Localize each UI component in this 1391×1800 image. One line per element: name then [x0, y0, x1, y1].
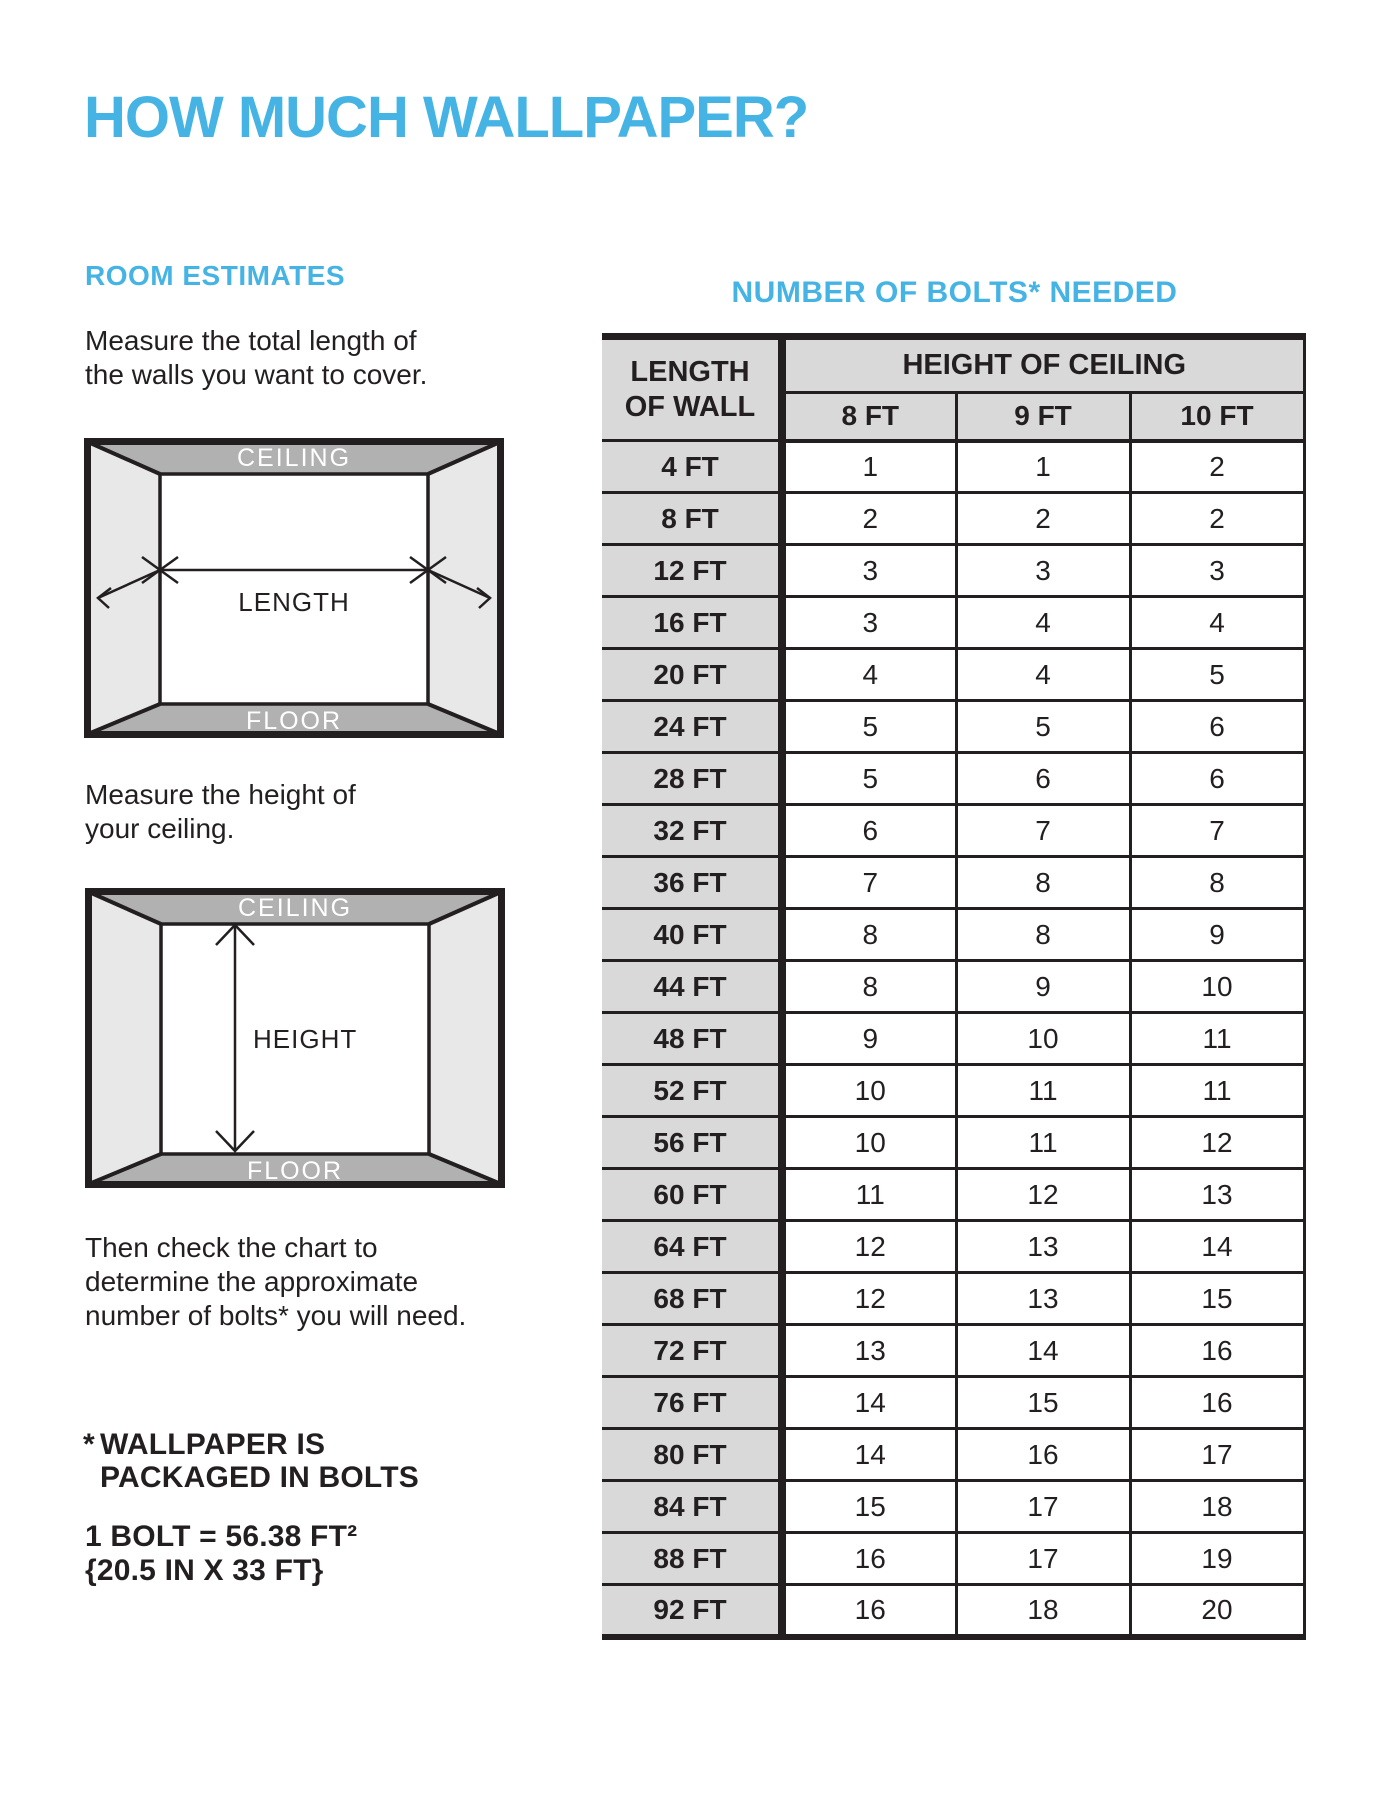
bolt-count-cell: 11 [782, 1169, 956, 1221]
bolt-count-cell: 12 [782, 1273, 956, 1325]
bolt-count-cell: 20 [1130, 1585, 1304, 1637]
bolt-count-cell: 11 [1130, 1065, 1304, 1117]
length-of-wall-header [602, 337, 782, 441]
left-wall-shape [89, 892, 161, 1184]
bolt-count-cell: 13 [782, 1325, 956, 1377]
step1-line1: Measure the total length of [85, 325, 417, 356]
wall-length-cell: 72 FT [602, 1325, 782, 1377]
step2-text [85, 778, 356, 846]
wall-length-cell: 64 FT [602, 1221, 782, 1273]
bolt-count-cell: 15 [1130, 1273, 1304, 1325]
bolt-count-cell: 9 [782, 1013, 956, 1065]
bolt-count-cell: 16 [1130, 1325, 1304, 1377]
bolt-count-cell: 5 [782, 753, 956, 805]
wall-length-cell: 40 FT [602, 909, 782, 961]
room-estimates-heading: ROOM ESTIMATES [85, 260, 346, 291]
bolt-count-cell: 18 [956, 1585, 1130, 1637]
bolt-table-header [602, 337, 1304, 441]
table-row [602, 857, 1304, 909]
table-row [602, 1481, 1304, 1533]
bolt-count-cell: 8 [782, 909, 956, 961]
bolt-count-cell: 13 [1130, 1169, 1304, 1221]
wall-length-cell: 8 FT [602, 493, 782, 545]
bolt-count-cell: 8 [956, 909, 1130, 961]
bolt-count-cell: 4 [956, 597, 1130, 649]
wall-length-cell: 44 FT [602, 961, 782, 1013]
wall-length-cell: 84 FT [602, 1481, 782, 1533]
step3-text [85, 1231, 466, 1333]
bolt-count-cell: 4 [782, 649, 956, 701]
step1-text [85, 324, 427, 392]
bolt-count-cell: 4 [956, 649, 1130, 701]
bolt-count-cell: 6 [1130, 753, 1304, 805]
ceiling-height-diagram [85, 888, 505, 1188]
bolt-count-cell: 10 [782, 1117, 956, 1169]
ceiling-label: CEILING [237, 894, 353, 922]
table-row [602, 701, 1304, 753]
bolt-count-cell: 10 [956, 1013, 1130, 1065]
bolt-count-cell: 6 [956, 753, 1130, 805]
table-row [602, 1221, 1304, 1273]
height-of-ceiling-header: HEIGHT OF CEILING [782, 337, 1304, 393]
col-header-8ft: 8 FT [782, 393, 956, 441]
col-header-9ft: 9 FT [956, 393, 1130, 441]
bolt-count-cell: 12 [782, 1221, 956, 1273]
step3-line1: Then check the chart to [85, 1232, 378, 1263]
bolt-count-cell: 14 [1130, 1221, 1304, 1273]
bolt-count-cell: 9 [956, 961, 1130, 1013]
bolt-count-cell: 17 [1130, 1429, 1304, 1481]
bolt-equation: 1 BOLT = 56.38 FT² [85, 1520, 358, 1553]
ceiling-label: CEILING [236, 444, 352, 472]
bolt-count-cell: 11 [956, 1065, 1130, 1117]
bolt-count-cell: 7 [782, 857, 956, 909]
table-row [602, 1065, 1304, 1117]
bolt-count-cell: 3 [782, 597, 956, 649]
bolt-count-cell: 9 [1130, 909, 1304, 961]
footnote-wallpaper-bolts [83, 1428, 419, 1494]
bolt-size-info [85, 1520, 357, 1588]
step3-line2: determine the approximate [85, 1266, 419, 1297]
floor-label: FLOOR [245, 707, 343, 735]
bolt-count-cell: 3 [782, 545, 956, 597]
bolts-table-heading: NUMBER OF BOLTS* NEEDED [731, 276, 1178, 309]
asterisk: * [83, 1428, 95, 1461]
length-label: LENGTH [238, 587, 350, 617]
table-row [602, 1585, 1304, 1637]
bolt-count-cell: 5 [782, 701, 956, 753]
wall-length-cell: 48 FT [602, 1013, 782, 1065]
bolt-count-cell: 8 [782, 961, 956, 1013]
bolt-count-cell: 7 [956, 805, 1130, 857]
step2-line2: your ceiling. [85, 813, 235, 844]
floor-label: FLOOR [246, 1157, 344, 1185]
bolt-count-cell: 4 [1130, 597, 1304, 649]
left-wall-shape [88, 442, 160, 734]
bolt-count-cell: 2 [782, 493, 956, 545]
bolt-count-cell: 1 [956, 441, 1130, 493]
table-row [602, 805, 1304, 857]
bolt-table-body [602, 441, 1304, 1637]
wall-length-cell: 88 FT [602, 1533, 782, 1585]
bolt-count-cell: 15 [782, 1481, 956, 1533]
bolt-count-cell: 14 [782, 1429, 956, 1481]
table-row [602, 545, 1304, 597]
bolt-count-cell: 5 [1130, 649, 1304, 701]
wall-length-cell: 20 FT [602, 649, 782, 701]
col-header-10ft: 10 FT [1130, 393, 1304, 441]
table-row [602, 441, 1304, 493]
footnote-line2: PACKAGED IN BOLTS [100, 1461, 419, 1494]
bolt-count-cell: 8 [1130, 857, 1304, 909]
bolt-dimensions: {20.5 IN X 33 FT} [85, 1554, 324, 1587]
bolt-count-cell: 10 [1130, 961, 1304, 1013]
bolt-count-cell: 11 [956, 1117, 1130, 1169]
wall-length-cell: 56 FT [602, 1117, 782, 1169]
wall-length-cell: 76 FT [602, 1377, 782, 1429]
bolt-count-cell: 18 [1130, 1481, 1304, 1533]
bolt-count-cell: 6 [1130, 701, 1304, 753]
right-wall-shape [429, 892, 501, 1184]
wall-length-cell: 36 FT [602, 857, 782, 909]
table-row [602, 597, 1304, 649]
table-row [602, 1273, 1304, 1325]
table-row [602, 753, 1304, 805]
right-wall-shape [428, 442, 500, 734]
bolt-count-cell: 8 [956, 857, 1130, 909]
wall-length-cell: 92 FT [602, 1585, 782, 1637]
bolt-count-cell: 17 [956, 1533, 1130, 1585]
bolt-count-cell: 1 [782, 441, 956, 493]
bolt-count-cell: 2 [956, 493, 1130, 545]
table-row [602, 1533, 1304, 1585]
room-length-diagram [84, 438, 504, 738]
wall-length-cell: 80 FT [602, 1429, 782, 1481]
bolt-count-cell: 7 [1130, 805, 1304, 857]
wall-length-cell: 28 FT [602, 753, 782, 805]
wall-length-cell: 12 FT [602, 545, 782, 597]
bolt-count-cell: 3 [956, 545, 1130, 597]
table-row [602, 1117, 1304, 1169]
footnote-line1-text: WALLPAPER IS [100, 1428, 326, 1461]
bolt-count-cell: 15 [956, 1377, 1130, 1429]
bolt-count-cell: 13 [956, 1221, 1130, 1273]
wall-length-cell: 68 FT [602, 1273, 782, 1325]
bolt-count-cell: 2 [1130, 493, 1304, 545]
bolt-count-cell: 17 [956, 1481, 1130, 1533]
wall-length-cell: 52 FT [602, 1065, 782, 1117]
table-row [602, 1169, 1304, 1221]
bolt-count-cell: 2 [1130, 441, 1304, 493]
bolt-count-cell: 11 [1130, 1013, 1304, 1065]
table-row [602, 649, 1304, 701]
wall-length-cell: 60 FT [602, 1169, 782, 1221]
bolt-count-cell: 16 [956, 1429, 1130, 1481]
wall-length-cell: 16 FT [602, 597, 782, 649]
wall-length-cell: 24 FT [602, 701, 782, 753]
bolt-count-cell: 6 [782, 805, 956, 857]
bolt-count-cell: 19 [1130, 1533, 1304, 1585]
table-row [602, 493, 1304, 545]
bolt-count-cell: 13 [956, 1273, 1130, 1325]
bolt-count-cell: 12 [1130, 1117, 1304, 1169]
step1-line2: the walls you want to cover. [85, 359, 428, 390]
bolt-count-cell: 14 [956, 1325, 1130, 1377]
bolt-count-cell: 16 [782, 1585, 956, 1637]
step3-line3: number of bolts* you will need. [85, 1300, 467, 1331]
table-row [602, 1429, 1304, 1481]
bolts-needed-table [602, 333, 1306, 1640]
bolt-count-cell: 10 [782, 1065, 956, 1117]
length-header-line2: OF WALL [624, 390, 756, 423]
bolt-count-cell: 16 [1130, 1377, 1304, 1429]
footnote-line1 [83, 1428, 419, 1461]
length-header-line1: LENGTH [630, 355, 750, 388]
table-row [602, 909, 1304, 961]
wall-length-cell: 4 FT [602, 441, 782, 493]
table-row [602, 1013, 1304, 1065]
wall-length-cell: 32 FT [602, 805, 782, 857]
bolt-count-cell: 14 [782, 1377, 956, 1429]
page-title: HOW MUCH WALLPAPER? [84, 85, 809, 150]
bolt-count-cell: 12 [956, 1169, 1130, 1221]
table-row [602, 961, 1304, 1013]
step2-line1: Measure the height of [85, 779, 356, 810]
bolt-count-cell: 3 [1130, 545, 1304, 597]
table-row [602, 1377, 1304, 1429]
table-row [602, 1325, 1304, 1377]
height-label: HEIGHT [253, 1024, 358, 1054]
bolt-count-cell: 16 [782, 1533, 956, 1585]
bolt-count-cell: 5 [956, 701, 1130, 753]
